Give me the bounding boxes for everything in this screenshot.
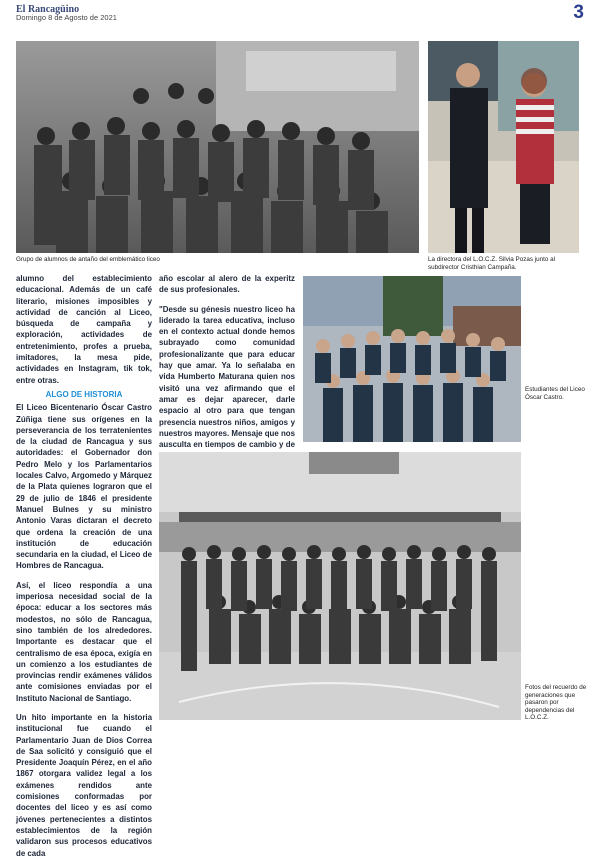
history-paragraph-3: Un hito importante en la historia institucional fue cuando el Parlamentario Juan de Dios Correa de Saa solicitó y consiguió que el Presidente Joaquín Pérez, en el año 1867 otorgara validez legal a los exámenes rendidos ante comisiones conformadas por docentes del liceo y es así como jóvenes pertenecientes a distintos establecimientos de la región validaron sus procesos educativos de cada: [16, 712, 152, 858]
director-illustration: [428, 41, 579, 253]
caption-students-old: Grupo de alumnos de antaño del emblemático liceo: [16, 256, 160, 263]
photo-students-old: [16, 41, 419, 253]
article-middle-column: [159, 273, 295, 473]
caption-director: La directora del L.O.C.Z. Silvia Pozas junto al subdirector Cristhian Campaña.: [428, 256, 556, 271]
generations-illustration: [159, 452, 521, 720]
students-old-illustration: [16, 41, 419, 253]
history-paragraph-1: El Liceo Bicentenario Óscar Castro Zúñiga tiene sus orígenes en la perseverancia de los terratenientes de la ciudad de Rancagua y sus autoridades: el Gobernador don Pedro Melo y los Parlamentarios locales Calvo, Argomedo y Márquez de la Plata quienes lograron que el 29 de julio de 1846 el presidente Manuel Bulnes y su ministro Antonio Varas dictaran el decreto que ordena la creación de una institución de educación secundaria en la ciudad, el Liceo de Hombres de Rancagua.: [16, 403, 152, 571]
intro-paragraph: alumno del establecimiento educacional. Además de un café literario, misiones imposibles y actividad de canción al Liceo, búsqueda de campaña y exploración, actividades de entretenimiento, profes a prueba, imitadores, la mesa pide, actividades en Instagram, tik tok, entre otras.: [16, 274, 152, 385]
students-group-illustration: [303, 276, 521, 442]
section-subhead: ALGO DE HISTORIA: [45, 389, 123, 399]
photo-students-group: [303, 276, 521, 442]
caption-generations: Fotos del recuerdo de generaciones que pasaron por dependencias del L.O.C.Z.: [525, 684, 587, 721]
newspaper-title: El Rancagüino: [16, 4, 80, 15]
issue-date: Domingo 8 de Agosto de 2021: [16, 13, 117, 22]
middle-paragraph-1: año escolar al alero de la experitz de sus profesionales.: [159, 274, 295, 295]
page-number: 3: [573, 2, 584, 23]
caption-students-group: Estudiantes del Liceo Óscar Castro.: [525, 386, 585, 401]
director-quote: "Desde su génesis nuestro liceo ha liderado la tarea educativa, incluso en el contexto actual donde hemos subrayado como comunidad profesionalizante que para educar hay que amar. Ya lo señalaba en vida Humberto Maturana quien nos visitó una vez afirmando que el amar es dejar aparecer, darle espacio al otro para que tengan presencia nuestros niños, amigos y nuestros mayores. Mensaje que nos ausculta en tiempos de cambio y de: [159, 304, 295, 450]
photo-generations: [159, 452, 521, 720]
photo-director: [428, 41, 579, 253]
article-left-column: [16, 273, 152, 859]
history-paragraph-2: Así, el liceo respondía a una imperiosa necesidad social de la época: educar a los sectores más modestos, no sólo de Rancagua, sino también de los alrededores. Importante es destacar que el centralismo de esa época, exigía en un comienzo a los estudiantes de provincias rendir exámenes válidos ante comisiones enviadas por el Instituto Nacional de Santiago.: [16, 580, 152, 703]
